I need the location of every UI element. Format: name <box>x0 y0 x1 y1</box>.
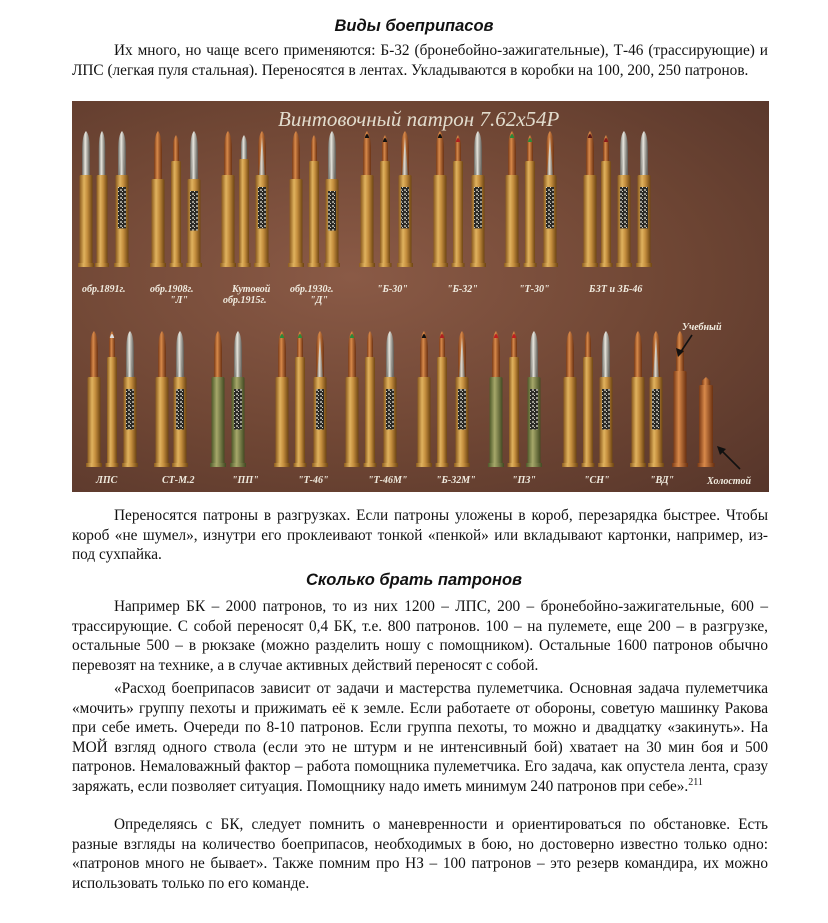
label-T46M: "Т-46М" <box>368 475 408 486</box>
powder-section <box>234 389 242 430</box>
cartridge <box>230 331 246 467</box>
cartridge <box>542 131 558 267</box>
cartridge-rim <box>95 263 109 267</box>
cartridge-case <box>276 377 289 467</box>
cartridge-case <box>290 179 303 267</box>
cartridge-case <box>380 161 390 267</box>
cartridge-case <box>418 377 431 467</box>
cartridge-rim <box>359 263 375 267</box>
section-title-how-many: Сколько брать патронов <box>305 571 523 589</box>
cartridge <box>432 131 448 267</box>
footnote-marker: 211 <box>688 776 703 788</box>
cartridge-case <box>212 377 225 467</box>
cartridge-case <box>107 357 117 467</box>
cartridge-rim <box>172 463 188 467</box>
how-many-paragraph-3: Определяясь с БК, следует помнить о маневренности и ориентироваться по обстановке. Есть разные взгляды на количество боеприпасов, необходимых в бою, но достоверно известно только одно: «патронов много не бывает». Также помним про НЗ – 100 патронов – это резерв командира, их можно использовать только по его команде. <box>72 816 768 892</box>
cartridge-bullet <box>702 377 710 385</box>
cartridge-rim <box>312 463 328 467</box>
cartridge <box>526 331 542 467</box>
cartridge <box>106 331 119 467</box>
cartridge <box>364 331 377 467</box>
cartridge <box>636 131 652 267</box>
cartridge <box>86 331 102 467</box>
cartridge-rim <box>582 263 598 267</box>
cartridge <box>598 331 614 467</box>
cartridge-rim <box>308 263 321 267</box>
cartridge-case <box>346 377 359 467</box>
cartridge-rim <box>636 263 652 267</box>
powder-section <box>602 389 610 430</box>
cartridge-rim <box>524 263 537 267</box>
cartridge-case <box>632 377 645 467</box>
cartridge <box>379 135 392 267</box>
powder-section <box>640 187 648 228</box>
cartridge-case <box>434 175 447 267</box>
cartridge <box>254 131 270 267</box>
cartridge-rim <box>488 463 504 467</box>
cartridge <box>508 331 521 467</box>
powder-section <box>386 389 394 430</box>
cartridge-rim <box>78 263 94 267</box>
cartridge-rim <box>648 463 664 467</box>
cartridge-rim <box>562 463 578 467</box>
cartridge <box>154 331 170 467</box>
cartridge-rim <box>698 463 715 467</box>
cartridge-case <box>80 175 93 267</box>
cartridge <box>312 331 328 467</box>
cartridge <box>308 135 321 267</box>
cartridge-rim <box>454 463 470 467</box>
cartridge-rim <box>114 263 130 267</box>
cartridge-row-1 <box>78 131 652 267</box>
cartridge-rim <box>154 463 170 467</box>
quote-text: «Расход боеприпасов зависит от задачи и мастерства пулеметчика. Основная задача пулеметчика «мочить» группу пехоты и прижимать её к земле. Если работаете от обороны, советую машинку Ракова при себе иметь. Очереди по 8-10 патронов. Если группа пехоты, то можно и двадцатку «закинуть». На МОЙ взгляд одного ствола (если это не штурм и не интенсивный бой) хватает на 30 мин боя и 500 патронов. Немаловажный фактор – работа помощника пулеметчика. Его задача, как опустела лента, сразу заряжать, если позволяет ситуация. Помощнику надо иметь минимум 240 патронов при себе». <box>72 680 768 795</box>
cartridge-rim <box>598 463 614 467</box>
cartridge <box>210 331 226 467</box>
cartridge-rim <box>470 263 486 267</box>
cartridge-case <box>97 175 108 267</box>
cartridge-rim <box>672 463 688 467</box>
cartridge-rim <box>186 263 202 267</box>
cartridge <box>324 131 340 267</box>
powder-section <box>458 389 466 430</box>
cartridge-case <box>365 357 375 467</box>
cartridge-bullet <box>154 131 162 179</box>
label-VD: "ВД" <box>650 475 675 486</box>
cartridge-bullet <box>82 131 90 175</box>
cartridge-case <box>309 161 319 267</box>
cartridge <box>274 331 290 467</box>
cartridge <box>504 131 520 267</box>
cartridge <box>648 331 664 467</box>
label-1891: обр.1891г. <box>82 284 126 295</box>
cartridge <box>454 331 470 467</box>
cartridge-case <box>506 175 519 267</box>
cartridge-case <box>564 377 577 467</box>
label-1908: обр.1908г. <box>150 284 194 295</box>
label-STM2: СТ-М.2 <box>162 475 195 486</box>
cartridge <box>616 131 632 267</box>
cartridge-rim <box>397 263 413 267</box>
cartridge <box>294 331 307 467</box>
powder-section <box>620 187 628 228</box>
cartridge <box>186 131 202 267</box>
cartridge-rim <box>526 463 542 467</box>
cartridge-rim <box>364 463 377 467</box>
cartridge-case <box>583 357 593 467</box>
cartridge-rim <box>274 463 290 467</box>
powder-section <box>530 389 538 430</box>
cartridge-bullet <box>224 131 232 175</box>
ammo-types-intro: Их много, но чаще всего применяются: Б-32 (бронебойно-зажигательные), Т-46 (трассирующие) и ЛПС (легкая пуля стальная). Переносятся в лентах. Укладываются в коробки на 100, 200, 250 патронов. <box>72 42 768 79</box>
cartridge <box>95 131 109 267</box>
powder-section <box>401 187 409 228</box>
cartridge <box>416 331 432 467</box>
cartridge-bullet <box>566 331 574 377</box>
photo-title: Винтовочный патрон 7.62х54Р <box>278 107 560 131</box>
cartridge-rim <box>288 263 304 267</box>
label-LPS: ЛПС <box>96 475 118 486</box>
cartridge-case <box>601 161 611 267</box>
powder-section <box>652 389 660 430</box>
cartridge-case <box>490 377 503 467</box>
cartridge-rim <box>230 463 246 467</box>
cartridge-rim <box>86 463 102 467</box>
cartridge <box>150 131 166 267</box>
cartridge <box>238 135 251 267</box>
cartridge <box>582 131 598 267</box>
cartridge-bullet <box>158 331 166 377</box>
cartridge-case <box>699 385 713 467</box>
cartridge-rim <box>382 463 398 467</box>
cartridge <box>397 131 413 267</box>
cartridge <box>436 331 449 467</box>
cartridge-rim <box>122 463 138 467</box>
cartridge <box>488 331 504 467</box>
cartridge-photo <box>72 101 769 492</box>
powder-section <box>176 389 184 430</box>
powder-section <box>118 187 126 228</box>
cartridge <box>582 331 595 467</box>
cartridge-rim <box>600 263 613 267</box>
cartridge <box>359 131 375 267</box>
cartridge-case <box>437 357 447 467</box>
label-1915: обр.1915г. <box>223 295 267 306</box>
label-kutovoy: Кутовой <box>232 284 271 295</box>
cartridge-case <box>584 175 597 267</box>
cartridge-rim <box>170 263 183 267</box>
cartridge-rim <box>254 263 270 267</box>
powder-section <box>126 389 134 430</box>
label-T30: "Т-30" <box>519 284 550 295</box>
cartridge-rim <box>416 463 432 467</box>
cartridge <box>288 131 304 267</box>
cartridge-rim <box>630 463 646 467</box>
cartridge <box>382 331 398 467</box>
cartridge-rim <box>432 263 448 267</box>
cartridge-case <box>156 377 169 467</box>
label-PP: "ПП" <box>232 475 259 486</box>
cartridge-rim <box>220 263 236 267</box>
cartridge-case <box>239 159 249 267</box>
cartridge <box>170 135 183 267</box>
label-SN: "СН" <box>584 475 610 486</box>
cartridge-rim <box>436 463 449 467</box>
cartridge <box>562 331 578 467</box>
label-L: "Л" <box>170 295 188 306</box>
powder-section <box>546 187 554 228</box>
cartridge <box>122 331 138 467</box>
cartridge-case <box>361 175 374 267</box>
cartridge-rim <box>616 263 632 267</box>
cartridge-rim <box>238 263 251 267</box>
cartridge-bullet <box>634 331 642 377</box>
powder-section <box>258 187 266 228</box>
label-training: Учебный <box>682 322 722 333</box>
cartridge <box>114 131 130 267</box>
cartridge-rim <box>508 463 521 467</box>
label-T46: "Т-46" <box>298 475 329 486</box>
cartridge-bullet <box>173 135 179 161</box>
label-BZT-ZB46: БЗТ и ЗБ-46 <box>589 284 643 295</box>
cartridge-row-2 <box>86 331 715 467</box>
cartridge-rim <box>504 263 520 267</box>
cartridge-case <box>222 175 235 267</box>
cartridge-rim <box>542 263 558 267</box>
cartridge-bullet <box>99 131 106 175</box>
cartridge-rim <box>582 463 595 467</box>
cartridge-case <box>525 161 535 267</box>
label-PZ: "ПЗ" <box>512 475 536 486</box>
cartridge-rim <box>210 463 226 467</box>
how-many-paragraph-1: Например БК – 2000 патронов, то из них 1200 – ЛПС, 200 – бронебойно-зажигательные, 600 – трассирующие. С собой переносят 0,4 БК, т.е. 800 патронов. 100 – на пулемете, еще 200 – в разгрузке, остальные 500 – в рюкзаке (можно разделить ношу с помощником). Остальные 1600 патронов обычно перевозят на технике, а в случае активных действий переносят с собой. <box>72 598 768 674</box>
cartridge-case <box>171 161 181 267</box>
cartridge-bullet <box>292 131 300 179</box>
cartridge-illustration <box>72 101 769 492</box>
cartridge-bullet <box>214 331 222 377</box>
cartridge-rim <box>379 263 392 267</box>
cartridge-case <box>295 357 305 467</box>
cartridge-rim <box>294 463 307 467</box>
cartridge <box>524 135 537 267</box>
cartridge-bullet <box>90 331 98 377</box>
cartridge-rim <box>324 263 340 267</box>
powder-section <box>474 187 482 228</box>
cartridge-case <box>152 179 165 267</box>
cartridge-rim <box>452 263 465 267</box>
cartridge <box>630 331 646 467</box>
cartridge-rim <box>344 463 360 467</box>
label-1930: обр.1930г. <box>290 284 334 295</box>
cartridge-bullet <box>585 331 591 357</box>
label-blank: Холостой <box>707 476 751 487</box>
cartridge-rim <box>106 463 119 467</box>
powder-section <box>328 191 336 231</box>
carry-paragraph: Переносятся патроны в разгрузках. Если патроны уложены в короб, перезарядка быстрее. Чтобы короб «не шумел», изнутри его проклеивают тонкой «пенкой» или вкладывают картонки, например, из-под сухпайка. <box>72 507 768 563</box>
label-D: "Д" <box>310 295 328 306</box>
cartridge-case <box>509 357 519 467</box>
cartridge-case <box>88 377 101 467</box>
cartridge-case <box>674 371 687 467</box>
quote-paragraph <box>72 679 768 796</box>
cartridge <box>452 135 465 267</box>
cartridge <box>470 131 486 267</box>
cartridge-rim <box>150 263 166 267</box>
cartridge <box>220 131 236 267</box>
label-B32M: "Б-32М" <box>436 475 476 486</box>
cartridge <box>344 331 360 467</box>
powder-section <box>190 191 198 231</box>
cartridge <box>600 135 613 267</box>
cartridge-bullet <box>311 135 317 161</box>
cartridge-bullet <box>367 331 373 357</box>
cartridge <box>172 331 188 467</box>
cartridge-case <box>453 161 463 267</box>
powder-section <box>316 389 324 430</box>
cartridge <box>698 377 715 467</box>
label-B32: "Б-32" <box>447 284 478 295</box>
label-B30: "Б-30" <box>377 284 408 295</box>
cartridge-bullet <box>241 135 247 159</box>
cartridge <box>78 131 94 267</box>
section-title-ammo-types: Виды боеприпасов <box>334 17 494 35</box>
